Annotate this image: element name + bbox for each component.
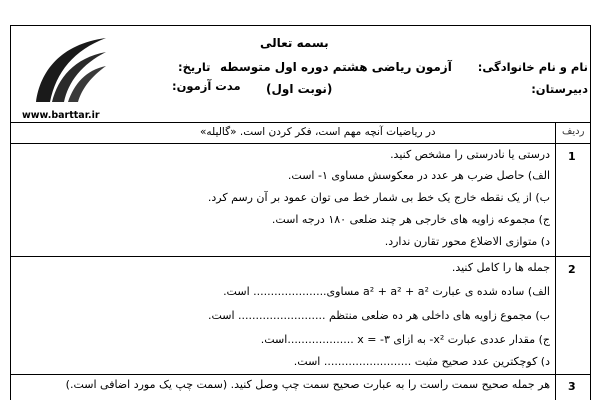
website-url: www.barttar.ir: [22, 110, 100, 121]
question-2-item-b: ب) مجموع زاویه های داخلی هر ده ضلعی منتظم ......................... است.: [207, 309, 550, 322]
number-column-divider: [555, 122, 556, 400]
top-border: [10, 25, 590, 26]
galileo-quote: در ریاضیات آنچه مهم است، فکر کردن است. «گالیله»: [200, 126, 436, 138]
question-3-number: 3: [568, 380, 576, 393]
question-1-item-a: الف) حاصل ضرب هر عدد در معکوسش مساوی ۱- است.: [287, 169, 550, 182]
question-2-item-a: الف) ساده شده ی عبارت a² + a² + a² مساوی..................... است.: [223, 285, 550, 298]
duration-label: مدت آزمون:: [172, 79, 241, 93]
exam-round: (نوبت اول): [266, 82, 333, 96]
question-3-title: هر جمله صحیح سمت راست را به عبارت صحیح سمت چپ وصل کنید. (سمت چپ یک مورد اضافی است.): [65, 378, 550, 391]
question-2-title: جمله ها را کامل کنید.: [451, 261, 550, 274]
left-border: [10, 25, 11, 400]
header-bottom-border: [10, 122, 590, 123]
question-1-number: 1: [568, 150, 576, 163]
date-label: تاریخ:: [178, 60, 211, 74]
exam-title: آزمون ریاضی هشتم دوره اول متوسطه: [220, 60, 452, 74]
right-border: [590, 25, 591, 400]
name-label: نام و نام خانوادگی:: [477, 60, 588, 74]
question-2-bottom-border: [10, 374, 590, 375]
question-1-item-c: ج) مجموعه زاویه های خارجی هر چند ضلعی ۱۸۰ درجه است.: [271, 213, 550, 226]
school-label: دبیرستان:: [531, 82, 588, 96]
question-2-item-c: ج) مقدار عددی عبارت x²- به ازای ۳- = x ...................است.: [260, 333, 550, 346]
question-1-item-d: د) متوازی الاضلاع محور تقارن ندارد.: [384, 235, 550, 248]
quote-row-border: [10, 143, 590, 144]
barttar-logo: [30, 32, 110, 104]
question-2-number: 2: [568, 263, 576, 276]
bismillah: بسمه تعالی: [260, 36, 329, 50]
question-1-bottom-border: [10, 256, 590, 257]
question-1-title: درستی یا نادرستی را مشخص کنید.: [390, 148, 550, 161]
question-2-item-d: د) کوچکترین عدد صحیح مثبت ......................... است.: [293, 355, 550, 368]
question-1-item-b: ب) از یک نقطه خارج یک خط بی شمار خط می توان عمود بر آن رسم کرد.: [207, 191, 550, 204]
row-column-label: ردیف: [562, 126, 585, 137]
